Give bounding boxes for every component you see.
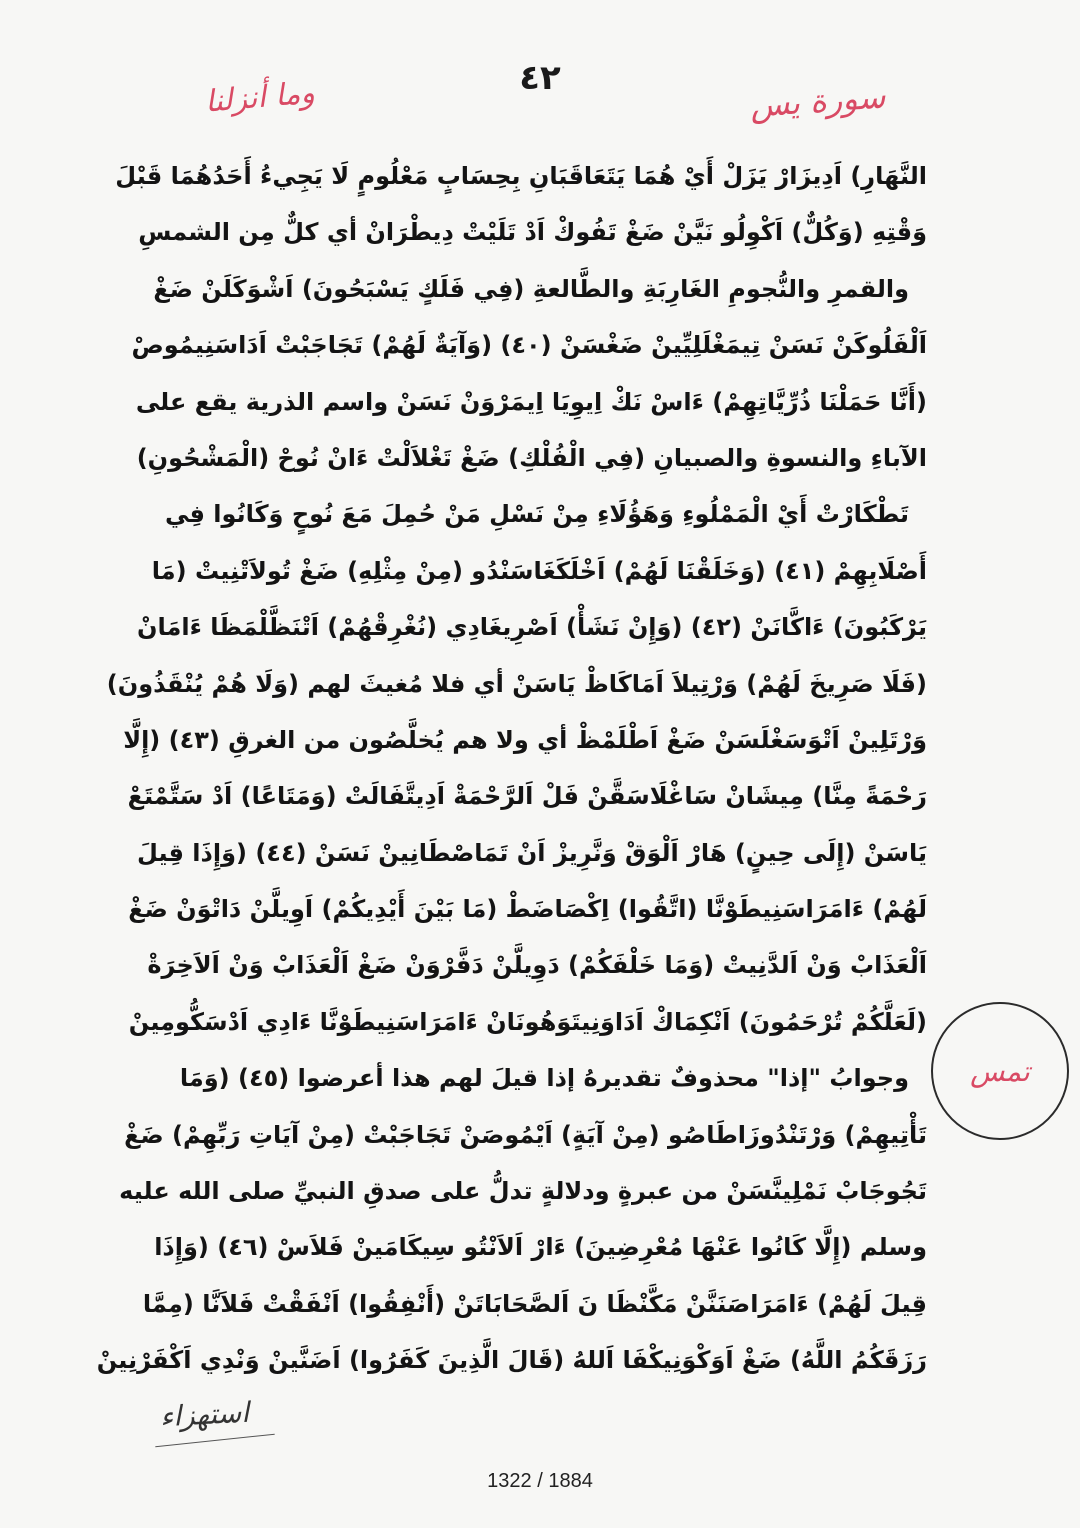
text-line-11: وَرْتَلِينْ اَتْوَسَغْلَسَنْ ضَغْ اَطْلَمْظْ أي ولا هم يُخلَّصُون من الغرقِ (٤٣) (إِلَّا — [123, 725, 927, 754]
handwritten-underline — [155, 1434, 274, 1448]
margin-note-istihza: استهزاء — [159, 1395, 250, 1434]
text-line-20: وسلم (إِلَّا كَانُوا عَنْهَا مُعْرِضِينَ) ءَارْ اَلاَنْتُو سِيكَامَينْ فَلاَسْ (٤٦) (وَإِذَا — [154, 1233, 927, 1262]
commentary-text-body — [96, 148, 927, 1389]
margin-note-wama-anzalna: وما أنزلنا — [203, 75, 317, 120]
text-line-6: الآباءِ والنسوةِ والصبيانِ (فِي الْفُلْكِ) ضَغْ تَغْلاَلْتْ ءَانْ نُوحْ (الْمَشْحُونِ) — [136, 443, 927, 472]
text-line-19: تَجُوجَابْ نَمْلِينَّسَنْ من عبرةٍ ودلالةٍ تدلُّ على صدقِ النبيِّ صلى الله عليه — [119, 1177, 927, 1206]
text-line-4: اَلْفَلُوكَنْ نَسَنْ تِيمَغْلَلِيِّينْ ضَغْسَنْ (٤٠) (وَآيَةٌ لَهُمْ) تَجَاجَبْتْ اَدَاسَنِيمُوصْ — [131, 331, 927, 360]
margin-note-surah-yasin: سورة يس — [748, 77, 887, 125]
text-line-3: والقمرِ والنُّجومِ الغَارِبَةِ والطَّالعةِ (فِي فَلَكٍ يَسْبَحُونَ) اَشْوَكَلَنْ ضَغْ — [153, 274, 909, 303]
text-line-1: النَّهَارِ) اَدِيزَارْ يَزَلْ أَيْ هُمَا يَتَعَاقَبَانِ بِحِسَابٍ مَعْلُومٍ لَا يَجِيءُ أَحَدُهُمَا قَبْلَ — [115, 162, 927, 190]
text-line-8: أَصْلَابِهِمْ (٤١) (وَخَلَقْنَا لَهُمْ) اَخْلَكَغَاسَنْدُو (مِنْ مِثْلِهِ) ضَغْ تُولاَتْنِيتْ (مَا — [151, 556, 927, 585]
text-line-22: رَزَقَكُمُ اللَّهُ) ضَغْ اَوَكْوَنِيكْفَا اَللهُ (قَالَ الَّذِينَ كَفَرُوا) اَضَنَّينْ وَنْدِي اَكْفَرْنِينْ — [96, 1346, 927, 1375]
text-line-18: تَأْتِيهِمْ) وَرْتَنْدُوزَاطَاصُو (مِنْ آيَةٍ) اَيْمُوصَنْ تَجَاجَبْتْ (مِنْ آيَاتِ رَبِّهِمْ) ضَغْ — [124, 1120, 927, 1149]
page-counter: 1322 / 1884 — [487, 1470, 593, 1492]
text-line-12: رَحْمَةً مِنَّا) مِيشَانْ سَاغْلَاسَقَّنْ فَلْ اَلرَّحْمَةْ اَدِيتَّفَالَتْ (وَمَتَاعًا) اَدْ سَتَّمْتَعْ — [127, 782, 927, 811]
text-line-5: (أَنَّا حَمَلْنَا ذُرِّيَّاتِهِمْ) ءَاسْ نَكْ اِيوِيَا اِيمَرْوَنْ نَسَنْ واسم الذرية يقع على — [135, 387, 927, 416]
text-line-14: لَهُمْ) ءَامَرَاسَنِيطَوْنَّا (اتَّقُوا) اِكْصَاضَطْ (مَا بَيْنَ أَيْدِيكُمْ) اَوِيلَّنْ دَاتْوَنْ ضَغْ — [128, 895, 927, 924]
text-line-9: يَرْكَبُونَ) ءَاكَّانَنْ (٤٢) (وَإِنْ نَشَأْ) اَصْرِيغَادِي (نُغْرِقْهُمْ) اَتْنَظَّلْمَظَا ءَامَانْ — [137, 613, 927, 642]
text-line-13: يَاسَنْ (إِلَى حِينٍ) هَارْ اَلْوَقْ وَنَّرِيزْ اَنْ تَمَاصْطَانِينْ نَسَنْ (٤٤) (وَإِذَا قِيلَ — [137, 838, 927, 867]
text-line-10: (فَلَا صَرِيخَ لَهُمْ) وَرْتِيلاَ اَمَاكَاظْ يَاسَنْ أي فلا مُغيثَ لهم (وَلَا هُمْ يُنْقَذُونَ) — [106, 669, 927, 698]
text-line-16: (لَعَلَّكُمْ تُرْحَمُونَ) اَنْكِمَاكْ اَدَاوَنِيتَوَهُونَانْ ءَامَرَاسَنِيطَوْنَّا ءَادِي اَدْسَكُّومِينْ — [128, 1007, 927, 1036]
text-line-7: تَطْكَارْتْ أَيْ الْمَمْلُوءِ وَهَؤُلَاءِ مِنْ نَسْلِ مَنْ حُمِلَ مَعَ نُوحٍ وَكَانُوا فِي — [164, 500, 909, 529]
text-line-21: قِيلَ لَهُمْ) ءَامَرَاصَنَنَّنْ مَكَّنْظَا نَ اَلصَّحَابَاتَنْ (أَنْفِقُوا) اَنْفَقْتْ فَلاَنَّا (مِمَّا — [142, 1289, 927, 1318]
text-line-15: اَلْعَذَابْ وَنْ اَلدَّنِيتْ (وَمَا خَلْفَكُمْ) دَوِيلَّنْ دَفَّرْوَنْ ضَغْ اَلْعَذَابْ وَنْ اَلاَخِرَةْ — [147, 951, 927, 980]
text-line-2: وَقْتِهِ (وَكُلٌّ) اَكْوِلُو نَيَّنْ ضَغْ تَفُوكْ اَدْ تَلَيْتْ دِيطْرَانْ أي كلٌّ مِن الشمسِ — [138, 218, 927, 247]
circled-note-text: تمس — [970, 1054, 1030, 1088]
circled-margin-note — [931, 1002, 1069, 1140]
page-number: ٤٢ — [519, 58, 561, 98]
text-line-17: وجوابُ "إذا" محذوفٌ تقديرهُ إذا قيلَ لهم هذا أعرضوا (٤٥) (وَمَا — [179, 1064, 909, 1093]
